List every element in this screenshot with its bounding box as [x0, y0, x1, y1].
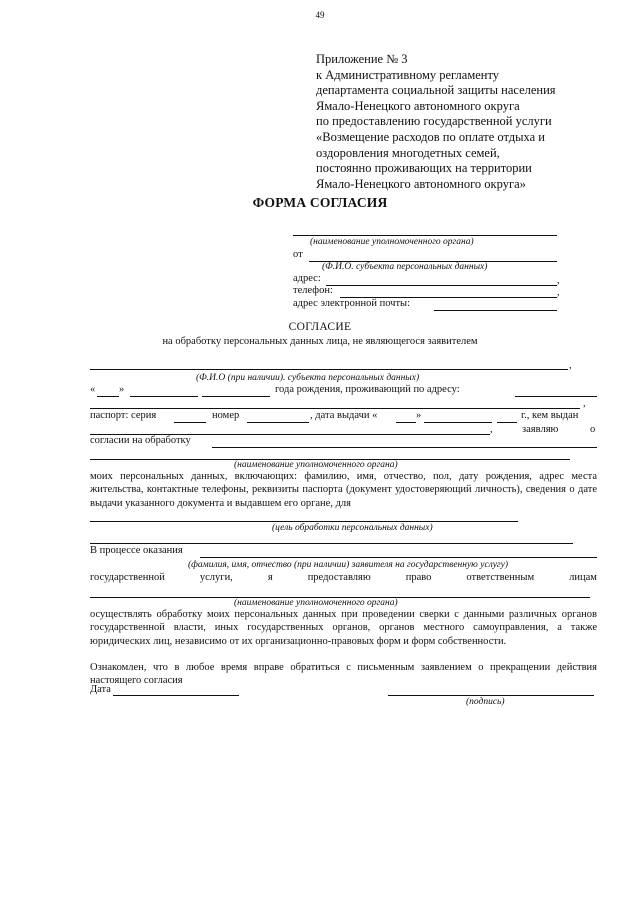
appendix-line: Ямало-Ненецкого автономного округа»: [316, 176, 526, 191]
org-name-line[interactable]: [293, 235, 557, 236]
address-label: адрес:: [293, 273, 321, 284]
in-process-label: В процессе оказания: [90, 545, 183, 556]
consent-subheading: на обработку персональных данных лица, не являющегося заявителем: [162, 336, 478, 347]
org-name-caption: (наименование уполномоченного органа): [310, 237, 474, 247]
signature-date-line[interactable]: [113, 695, 239, 696]
appendix-line: Ямало-Ненецкого автономного округа: [316, 98, 520, 113]
email-line[interactable]: [434, 310, 557, 311]
page-number: 49: [315, 10, 325, 20]
appendix-line: к Административному регламенту: [316, 67, 500, 82]
purpose-line[interactable]: [90, 521, 518, 522]
passport-number-line[interactable]: [247, 422, 309, 423]
issue-month-line[interactable]: [424, 422, 492, 423]
from-label: от: [293, 249, 303, 260]
applicant-fio-line[interactable]: [200, 557, 597, 558]
subject-fio-caption: (Ф.И.О (при наличии). субъекта персональных данных): [196, 373, 420, 383]
date-label: Дата: [90, 684, 111, 695]
comma: ,: [557, 275, 560, 286]
word: услуги,: [199, 572, 233, 583]
word: я: [267, 572, 273, 583]
appendix-line: Приложение № 3: [316, 52, 408, 66]
word: право: [405, 572, 432, 583]
passport-number-label: номер: [212, 410, 240, 421]
appendix-line: оздоровления многодетных семей,: [316, 145, 500, 160]
address-line[interactable]: [326, 285, 557, 286]
comma: ,: [569, 360, 572, 371]
birth-month-line[interactable]: [130, 396, 198, 397]
o-word: о: [590, 424, 596, 435]
signature-line[interactable]: [388, 695, 594, 696]
subject-fio-line[interactable]: [90, 369, 568, 370]
purpose-line-2[interactable]: [90, 543, 573, 544]
appendix-line: по предоставлению государственной услуги: [316, 114, 552, 129]
purpose-caption: (цель обработки персональных данных): [272, 523, 433, 533]
issue-day-line[interactable]: [396, 422, 416, 423]
passport-series-label: паспорт: серия: [90, 410, 157, 421]
personal-data-paragraph: моих персональных данных, включающих: фамилию, имя, отчество, пол, дату рождения, адрес места жительства, контактные телефоны, реквизиты паспорта (документ удостоверяющий личность), сведения о дате выдачи указанного документа и выдавшем его органе, для: [90, 471, 597, 509]
issued-by-label: г., кем выдан: [521, 410, 579, 421]
comma: ,: [583, 398, 586, 409]
issue-date-close: »: [416, 410, 422, 421]
birth-text: года рождения, проживающий по адресу:: [275, 384, 460, 395]
date-close: »: [119, 384, 125, 395]
birth-year-line[interactable]: [202, 396, 270, 397]
appendix-line: «Возмещение расходов по оплате отдыха и: [316, 129, 545, 144]
consent-org-line[interactable]: [212, 447, 597, 448]
fio-caption: (Ф.И.О. субъекта персональных данных): [322, 262, 488, 272]
responsible-org-caption: (наименование уполномоченного органа): [234, 598, 398, 608]
word: лицам: [569, 572, 597, 583]
email-label: адрес электронной почты:: [293, 298, 411, 309]
passport-series-line[interactable]: [174, 422, 206, 423]
applicant-caption: (фамилия, имя, отчество (при наличии) заявителя на государственную услугу): [188, 560, 509, 570]
word: государственной: [90, 572, 165, 583]
signature-caption: (подпись): [466, 697, 505, 707]
residence-address-line-2[interactable]: [90, 408, 580, 409]
comma: ,: [557, 287, 560, 298]
appendix-block: [316, 52, 556, 192]
form-title: ФОРМА СОГЛАСИЯ: [252, 195, 388, 210]
gov-service-line: [90, 572, 597, 583]
declare-word: заявляю: [522, 424, 559, 435]
birth-day-line[interactable]: [97, 396, 119, 397]
acknowledge-paragraph: Ознакомлен, что в любое время вправе обратиться с письменным заявлением о прекращении действия настоящего согласия: [90, 662, 597, 687]
word: предоставляю: [307, 572, 371, 583]
processing-paragraph: осуществлять обработку моих персональных данных при проведении сверки с данными различных органов государственной власти, иных государственных органов, органов местного самоуправления, а также юридических лиц, независимо от их организационно-правовых форм и форм собственности.: [90, 609, 597, 647]
issue-date-label: , дата выдачи «: [310, 410, 378, 421]
consent-processing-label: согласии на обработку: [90, 435, 191, 446]
consent-org-caption: (наименование уполномоченного органа): [234, 460, 398, 470]
comma: ,: [490, 424, 493, 435]
word: ответственным: [466, 572, 535, 583]
appendix-line: постоянно проживающих на территории: [316, 161, 532, 176]
appendix-line: департамента социальной защиты населения: [316, 83, 556, 98]
date-open: «: [90, 384, 96, 395]
consent-heading: СОГЛАСИЕ: [288, 321, 352, 333]
residence-address-line[interactable]: [515, 396, 597, 397]
issue-year-line[interactable]: [497, 422, 517, 423]
phone-label: телефон:: [293, 285, 333, 296]
